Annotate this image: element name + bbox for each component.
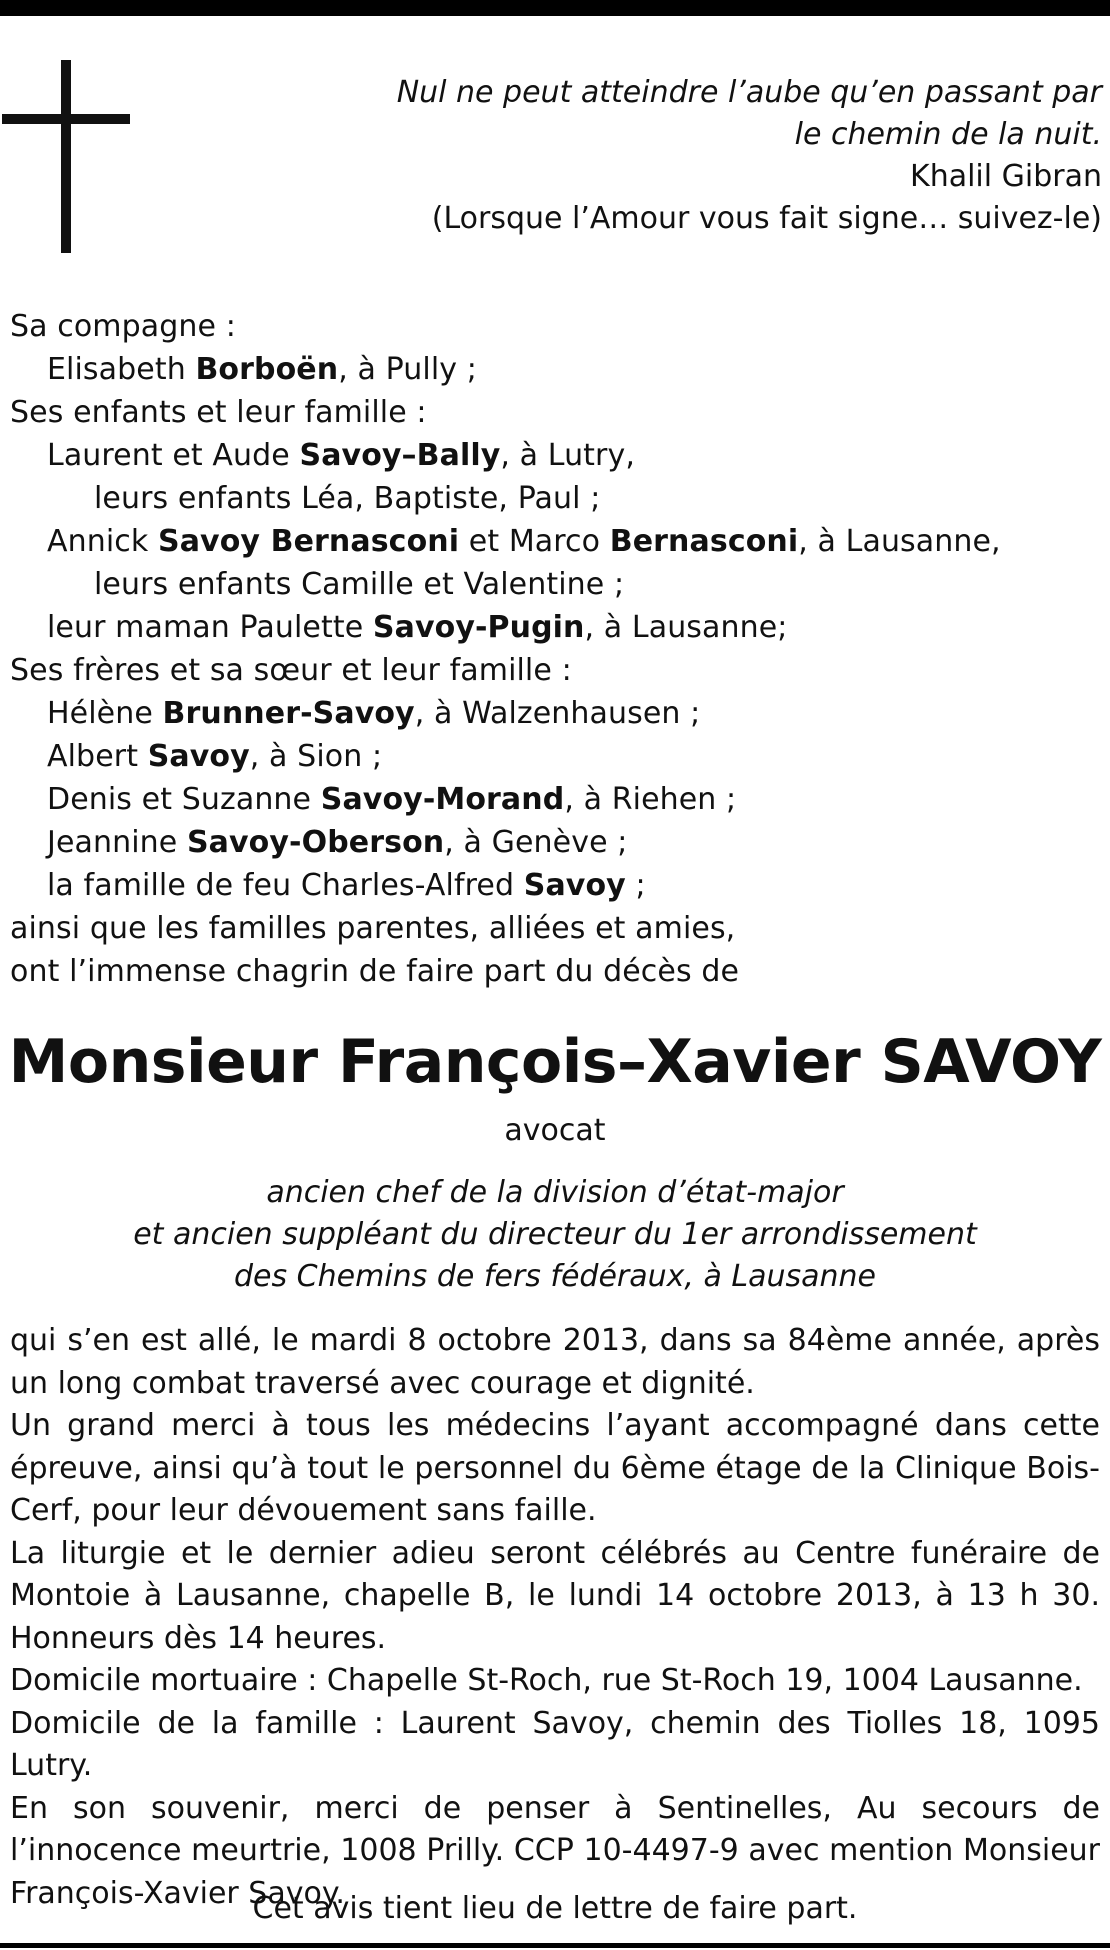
sibling-entry-5: la famille de feu Charles-Alfred Savoy ; xyxy=(47,868,646,903)
sibling-entry-4: Jeannine Savoy-Oberson, à Genève ; xyxy=(47,825,628,860)
cross-vertical-bar xyxy=(61,60,71,253)
deceased-name: Monsieur François–Xavier SAVOY xyxy=(8,1027,1102,1097)
companion-heading: Sa compagne : xyxy=(10,309,236,344)
announcement-line: ont l’immense chagrin de faire part du décès de xyxy=(10,954,740,989)
grandchildren-entry-2: leurs enfants Camille et Valentine ; xyxy=(94,567,625,602)
death-paragraph: qui s’en est allé, le mardi 8 octobre 2013, dans sa 84ème année, après un long combat traversé avec courage et dignité. xyxy=(10,1323,1100,1401)
cross-icon xyxy=(0,60,130,253)
companion-entry: Elisabeth Borboën, à Pully ; xyxy=(47,352,477,387)
deceased-titles xyxy=(0,1172,1110,1298)
quote-source: (Lorsque l’Amour vous fait signe… suivez-le) xyxy=(431,201,1102,236)
title-line-3: des Chemins de fers fédéraux, à Lausanne xyxy=(234,1259,876,1294)
title-line-2: et ancien suppléant du directeur du 1er arrondissement xyxy=(133,1217,977,1252)
epigraph xyxy=(282,72,1102,240)
cross-horizontal-bar xyxy=(2,114,130,124)
sibling-entry-3: Denis et Suzanne Savoy-Morand, à Riehen ; xyxy=(47,782,737,817)
quote-line-2: le chemin de la nuit. xyxy=(794,117,1102,152)
mother-entry: leur maman Paulette Savoy-Pugin, à Lausanne; xyxy=(47,610,788,645)
thanks-paragraph: Un grand merci à tous les médecins l’ayant accompagné dans cette épreuve, ainsi qu’à tout le personnel du 6ème étage de la Clinique Bois-Cerf, pour leur dévouement sans faille. xyxy=(10,1408,1100,1528)
quote-author: Khalil Gibran xyxy=(910,159,1102,194)
closing-line: Cet avis tient lieu de lettre de faire part. xyxy=(252,1891,858,1926)
children-heading: Ses enfants et leur famille : xyxy=(10,395,427,430)
family-address: Domicile de la famille : Laurent Savoy, chemin des Tiolles 18, 1095 Lutry. xyxy=(10,1705,1100,1783)
bottom-border xyxy=(0,1943,1110,1948)
siblings-heading: Ses frères et sa sœur et leur famille : xyxy=(10,653,572,688)
sibling-entry-1: Hélène Brunner-Savoy, à Walzenhausen ; xyxy=(47,696,701,731)
child-entry-1: Laurent et Aude Savoy–Bally, à Lutry, xyxy=(47,438,635,473)
ceremony-paragraph: La liturgie et le dernier adieu seront célébrés au Centre funéraire de Montoie à Lausanne, chapelle B, le lundi 14 octobre 2013, à 13 h 30. Honneurs dès 14 heures. xyxy=(10,1535,1100,1656)
deceased-profession: avocat xyxy=(504,1113,606,1148)
quote-line-1: Nul ne peut atteindre l’aube qu’en passant par xyxy=(396,75,1102,110)
mortuary-address: Domicile mortuaire : Chapelle St-Roch, rue St-Roch 19, 1004 Lausanne. xyxy=(10,1663,1083,1698)
donation-paragraph: En son souvenir, merci de penser à Sentinelles, Au secours de l’innocence meurtrie, 1008 Prilly. CCP 10-4497-9 avec mention Monsieur François-Xavier Savoy. xyxy=(10,1790,1100,1911)
family-list xyxy=(10,305,1100,993)
other-families: ainsi que les familles parentes, alliées et amies, xyxy=(10,911,736,946)
child-entry-2: Annick Savoy Bernasconi et Marco Bernasconi, à Lausanne, xyxy=(47,524,1001,559)
grandchildren-entry-1: leurs enfants Léa, Baptiste, Paul ; xyxy=(94,481,601,516)
notice-body xyxy=(10,1320,1100,1915)
sibling-entry-2: Albert Savoy, à Sion ; xyxy=(47,739,383,774)
top-border xyxy=(0,0,1110,16)
title-line-1: ancien chef de la division d’état-major xyxy=(266,1175,844,1210)
